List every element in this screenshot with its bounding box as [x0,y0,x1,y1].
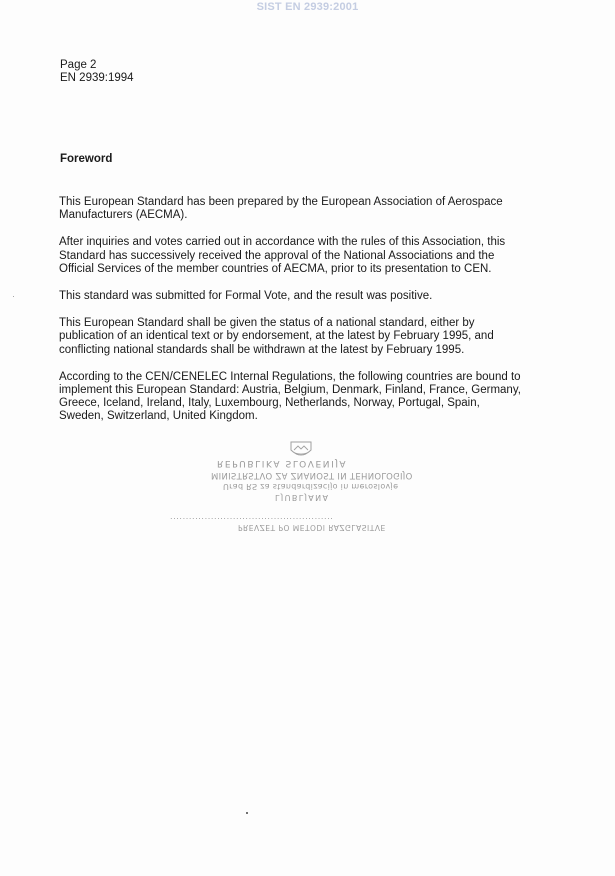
signature-line: .................................................... [170,512,334,521]
doc-number: EN 2939:1994 [60,72,134,84]
watermark: SIST EN 2939:2001 [256,1,359,13]
coat-of-arms-icon [288,440,314,460]
page-header [60,59,134,85]
paragraph-3: This standard was submitted for Formal Vote, and the result was positive. [59,290,433,303]
stamp-line-2: MINISTRSTVO ZA ZNANOST IN TEHNOLOGIJO [211,470,413,480]
stamp-line-5: PREVZET PO METODI RAZGLASITVE [238,523,386,532]
stamp-line-4: LJUBLJANA [275,493,330,502]
scan-speck [246,812,248,814]
foreword-body [59,196,527,438]
scan-speck [13,296,14,297]
official-stamp [170,440,415,540]
page-label: Page 2 [60,59,97,71]
paragraph-1: This European Standard has been prepared by the European Association of Aerospace Manufacturers (AECMA). [59,196,503,222]
paragraph-2: After inquiries and votes carried out in accordance with the rules of this Association, this Standard has successively received the approval of the National Associations and the Official Services of the member countries of AECMA, prior to its presentation to CEN. [59,236,506,275]
section-title: Foreword [60,153,113,165]
paragraph-5: According to the CEN/CENELEC Internal Regulations, the following countries are bound to implement this European Standard: Austria, Belgium, Denmark, Finland, France, Germany, Greece, Iceland, Ireland, Italy, Luxembourg, Netherlands, Norway, Portugal, Spain, Sweden, Switzerland, United Kingdom. [59,370,521,423]
paragraph-4: This European Standard shall be given the status of a national standard, either by publication of an identical text or by endorsement, at the latest by February 1995, and conflicting national standards shall be withdrawn at the latest by February 1995. [59,317,494,356]
stamp-line-3: Urad RS za standardizacijo in meroslovje [223,482,399,491]
stamp-line-1: REPUBLIKA SLOVENIJA [217,458,348,468]
